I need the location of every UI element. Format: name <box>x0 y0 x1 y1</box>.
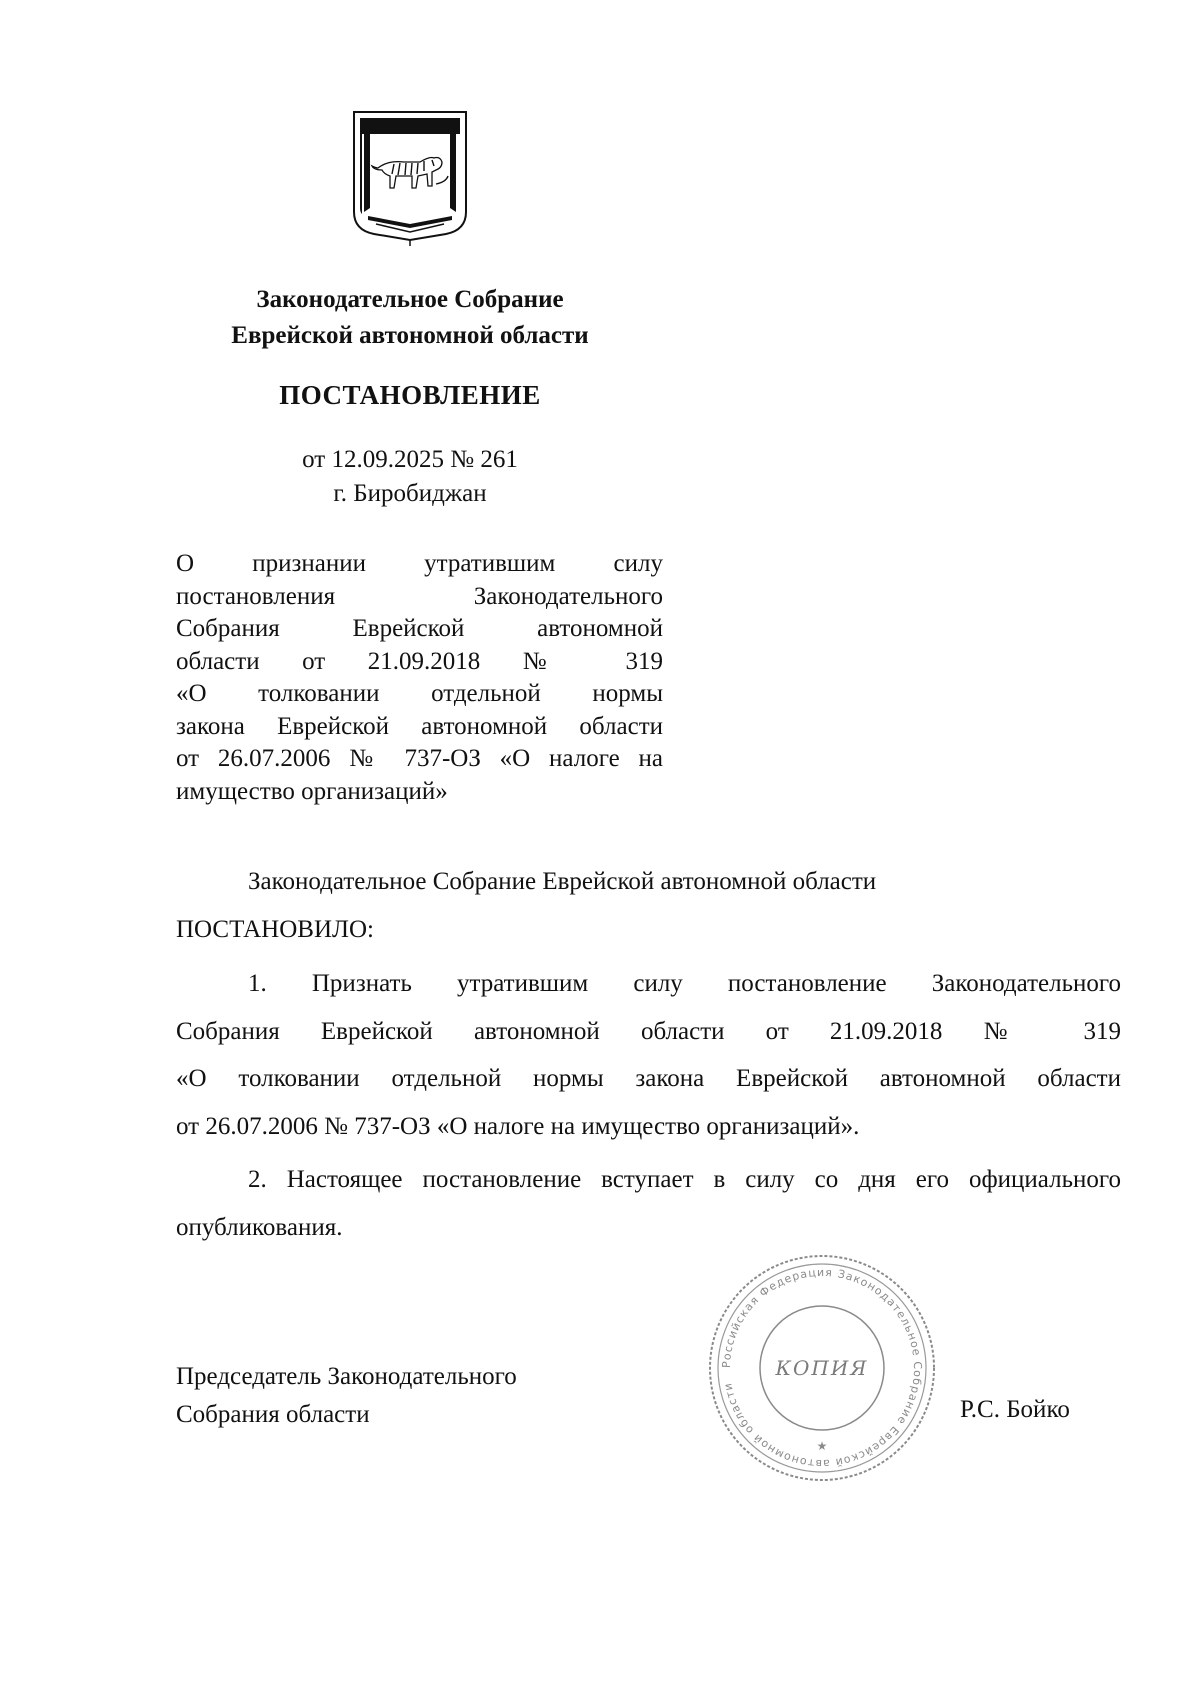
clause-line: 1. Признать утратившим силу постановление Законодательного <box>248 970 1121 997</box>
official-stamp <box>704 1250 940 1486</box>
document-type-title: ПОСТАНОВЛЕНИЕ <box>279 380 541 410</box>
clause-line: Собрания Еврейской автономной области от 21.09.2018 № 319 <box>176 1017 1121 1045</box>
subject-line: области от 21.09.2018 № 319 <box>176 647 663 675</box>
organization-name <box>150 282 670 354</box>
stamp-center-text: КОПИЯ <box>775 1356 869 1380</box>
resolved-heading: ПОСТАНОВИЛО: <box>176 916 374 943</box>
clause-line: «О толковании отдельной нормы закона Еврейской автономной области <box>176 1065 1121 1092</box>
document-city: г. Биробиджан <box>333 480 487 507</box>
coat-of-arms-tiger-emblem <box>348 108 472 246</box>
subject-line: постановления Законодательного <box>176 582 663 610</box>
document-date-number: от 12.09.2025 № 261 <box>302 446 518 473</box>
preamble-text: Законодательное Собрание Еврейской автономной области <box>248 868 877 895</box>
subject-line: Собрания Еврейской автономной <box>176 615 663 642</box>
clause-line: 2. Настоящее постановление вступает в силу со дня его официального <box>248 1166 1121 1193</box>
star-icon: ★ <box>816 1439 828 1453</box>
stamp-ring-text: Российская Федерация Законодательное Собрание Еврейской автономной области <box>719 1265 925 1471</box>
clause-2 <box>176 1156 1121 1251</box>
organization-name-line1: Законодательное Собрание <box>256 286 564 313</box>
clause-line: от 26.07.2006 № 737-ОЗ «О налоге на имущество организаций». <box>176 1112 860 1140</box>
subject-line: имущество организаций» <box>176 777 448 805</box>
clause-line: опубликования. <box>176 1213 343 1241</box>
signer-name: Р.С. Бойко <box>960 1396 1070 1423</box>
subject-line: О признании утратившим силу <box>176 550 663 577</box>
organization-name-line2: Еврейской автономной области <box>231 322 589 349</box>
signer-title <box>176 1358 517 1434</box>
document-subject <box>176 548 663 808</box>
clause-1 <box>176 960 1121 1150</box>
subject-line: «О толковании отдельной нормы <box>176 680 663 707</box>
subject-line: от 26.07.2006 № 737-ОЗ «О налоге на <box>176 745 663 772</box>
signer-title-line2: Собрания области <box>176 1401 370 1428</box>
subject-line: закона Еврейской автономной области <box>176 712 663 740</box>
signer-title-line1: Председатель Законодательного <box>176 1363 517 1390</box>
